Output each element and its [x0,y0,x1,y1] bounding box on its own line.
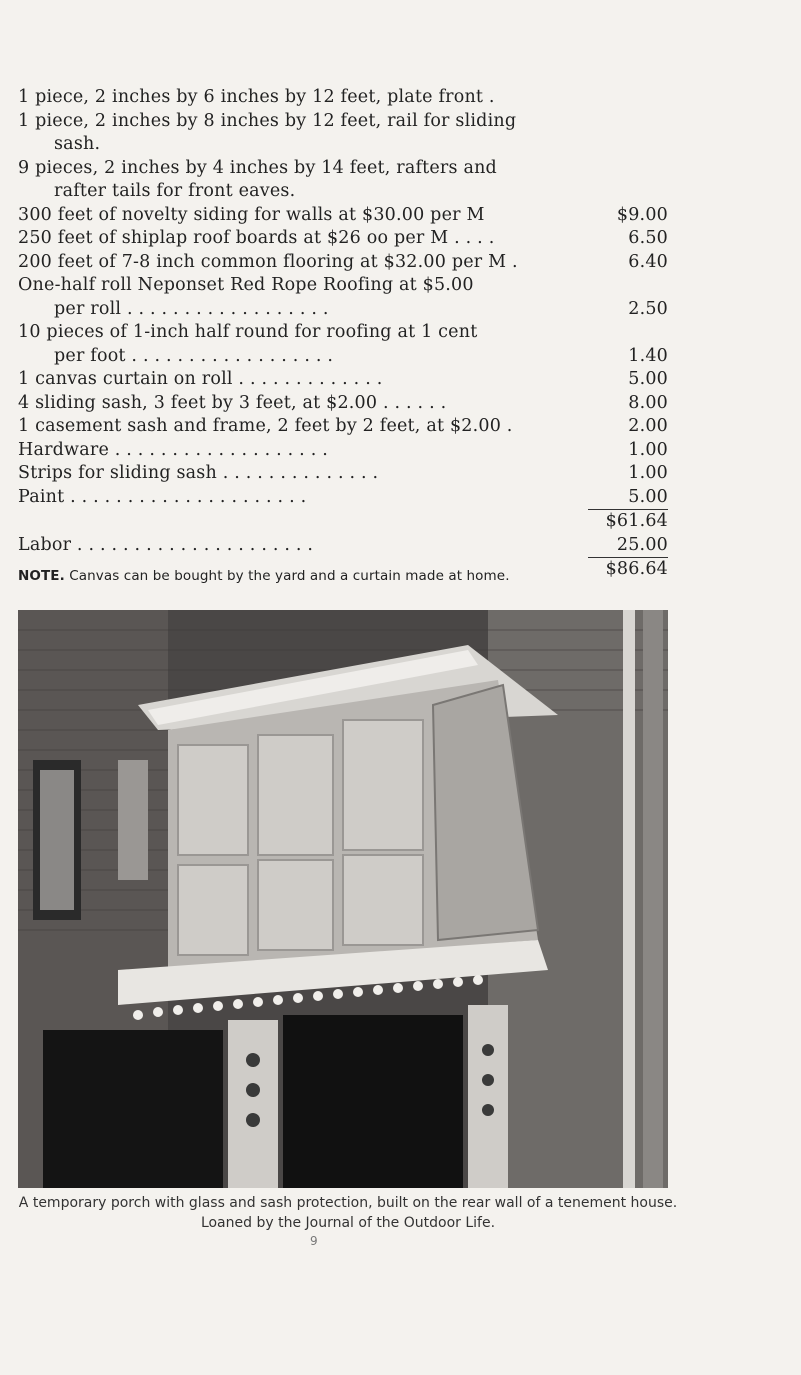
porch-photo-illustration [18,610,668,1188]
page-number: 9 [310,1234,318,1248]
cost-line [18,486,668,510]
cost-line [18,439,668,463]
cost-line-amount: 25.00 [616,534,668,555]
cost-line [18,274,668,298]
cost-line-description: sash. [54,134,101,154]
cost-line [18,298,668,322]
cost-line-description: 1 piece, 2 inches by 6 inches by 12 feet, plate front . [18,87,495,107]
cost-line-description: 250 feet of shiplap roof boards at $26 oo per M . . . . [18,228,495,248]
cost-line-description: rafter tails for front eaves. [54,181,296,201]
cost-line [18,321,668,345]
cost-line [18,86,668,110]
cost-line-amount: $86.64 [605,559,668,579]
cost-line [18,415,668,439]
cost-line [18,227,668,251]
cost-line [18,133,668,157]
photo-caption: A temporary porch with glass and sash protection, built on the rear wall of a tenement house. Loaned by the Journal of the Outdoor Life. [18,1195,678,1231]
cost-line-description: 300 feet of novelty siding for walls at $30.00 per M [18,204,485,225]
labor-line [18,534,668,558]
note-text: Canvas can be bought by the yard and a curtain made at home. [69,568,510,584]
cost-line-amount: 1.40 [628,345,668,366]
cost-list [18,86,668,582]
cost-line-amount: 6.50 [628,228,668,248]
cost-line-description: Paint . . . . . . . . . . . . . . . . . . . . . [18,486,307,507]
cost-line-amount: 5.00 [628,369,668,389]
cost-line [18,180,668,204]
cost-line-amount: 1.00 [628,463,668,483]
cost-line [18,157,668,181]
cost-line-description: 9 pieces, 2 inches by 4 inches by 14 feet, rafters and [18,157,497,178]
subtotal-line [18,510,668,534]
cost-line [18,110,668,134]
cost-line-description: Strips for sliding sash . . . . . . . . . . . . . . [18,463,379,483]
cost-line-amount: 8.00 [628,392,668,413]
cost-line [18,368,668,392]
cost-line-description: Labor . . . . . . . . . . . . . . . . . . . . . [18,534,314,555]
cost-line-description: per roll . . . . . . . . . . . . . . . . . . [54,298,329,319]
cost-line-amount: 1.00 [628,439,668,460]
cost-line [18,204,668,228]
cost-line-amount: $61.64 [605,511,668,531]
note-label: NOTE. [18,568,65,584]
cost-line [18,392,668,416]
cost-line-amount: 5.00 [628,486,668,507]
cost-line [18,251,668,275]
cost-line-amount: $9.00 [616,204,668,225]
cost-line-amount: 2.50 [628,298,668,319]
cost-line-description: 4 sliding sash, 3 feet by 3 feet, at $2.00 . . . . . . [18,392,447,413]
cost-line-description: One-half roll Neponset Red Rope Roofing at $5.00 [18,275,474,295]
cost-line-amount: 6.40 [628,251,668,272]
cost-line-description: per foot . . . . . . . . . . . . . . . . . . [54,345,334,366]
note [18,568,678,584]
cost-line-amount: 2.00 [628,416,668,436]
cost-line-description: 1 piece, 2 inches by 8 inches by 12 feet, rail for sliding [18,110,517,131]
porch-photograph [18,610,668,1188]
cost-line [18,345,668,369]
cost-line [18,462,668,486]
cost-line-description: 200 feet of 7-8 inch common flooring at $32.00 per M . [18,251,518,272]
cost-line-description: 1 canvas curtain on roll . . . . . . . . . . . . . [18,369,383,389]
cost-line-description: 1 casement sash and frame, 2 feet by 2 feet, at $2.00 . [18,416,513,436]
cost-line-description: 10 pieces of 1-inch half round for roofing at 1 cent [18,322,478,342]
cost-line-description: Hardware . . . . . . . . . . . . . . . . . . . [18,439,328,460]
